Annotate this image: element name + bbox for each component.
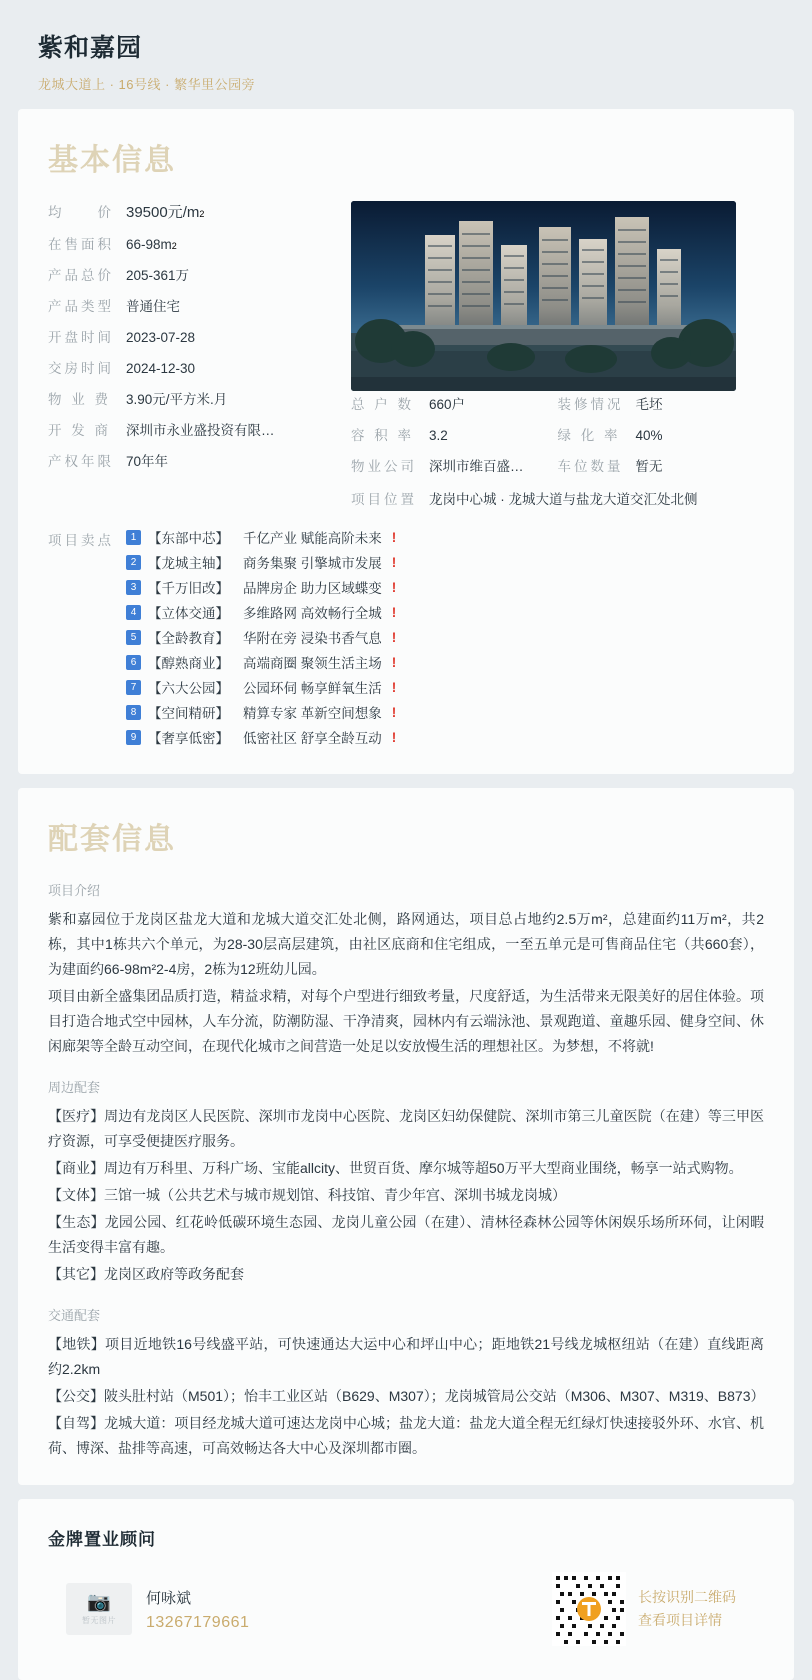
supporting-info-card: [18, 788, 794, 1485]
exclamation-icon: !: [391, 554, 397, 570]
info-value: 70年年: [126, 454, 169, 469]
info-key: 在售面积: [48, 237, 114, 252]
selling-point-tag: 【立体交通】: [148, 606, 229, 621]
info-row: [48, 233, 343, 253]
consultant-title: 金牌置业顾问: [48, 1530, 156, 1549]
info-key: 产品类型: [48, 299, 114, 314]
selling-points-list: [126, 527, 764, 752]
info-key: 车位数量: [557, 459, 624, 474]
traffic-label: 交通配套: [48, 1308, 101, 1323]
info-value: 暂无: [635, 459, 663, 474]
selling-point-tag: 【全龄教育】: [148, 631, 229, 646]
info-key: 开 发 商: [48, 423, 112, 438]
selling-point-text: 品牌房企 助力区域蝶变: [243, 581, 382, 596]
basic-info-title: 基本信息: [48, 144, 176, 177]
selling-point-number-icon: 7: [126, 680, 141, 695]
info-row: [48, 357, 343, 377]
info-value: 3.2: [429, 428, 448, 443]
info-key: 物业公司: [351, 459, 417, 474]
selling-point-tag: 【千万旧改】: [148, 581, 229, 596]
info-key: 开盘时间: [48, 330, 114, 345]
info-value: 龙岗中心城 · 龙城大道与盐龙大道交汇处北侧: [429, 492, 698, 507]
info-key: 均 价: [48, 205, 114, 220]
info-key: 项目位置: [351, 492, 417, 507]
info-key: 物 业 费: [48, 392, 112, 407]
paragraph: 【医疗】周边有龙岗区人民医院、深圳市龙岗中心医院、龙岗区妇幼保健院、深圳市第三儿童医院（在建）等三甲医疗资源，可享受便捷医疗服务。: [48, 1108, 764, 1149]
info-row: [48, 388, 343, 408]
info-key: 总 户 数: [351, 397, 415, 412]
info-key: 产权年限: [48, 454, 114, 469]
exclamation-icon: !: [391, 654, 397, 670]
info-value: 660户: [429, 397, 466, 412]
info-row: [48, 264, 343, 284]
selling-point-item: [126, 627, 764, 647]
page-header: [18, 14, 794, 109]
selling-point-number-icon: 2: [126, 555, 141, 570]
info-value: 2023-07-28: [126, 330, 196, 345]
selling-point-tag: 【龙城主轴】: [148, 556, 229, 571]
selling-point-text: 精算专家 革新空间想象: [243, 706, 382, 721]
selling-point-number-icon: 9: [126, 730, 141, 745]
page-subtitle: 龙城大道上 · 16号线 · 繁华里公园旁: [38, 77, 256, 92]
info-value: 66-98m: [126, 237, 172, 252]
info-cell: [351, 393, 558, 413]
info-cell: [351, 424, 558, 444]
info-key: 交房时间: [48, 361, 114, 376]
paragraph: 紫和嘉园位于龙岗区盐龙大道和龙城大道交汇处北侧，路网通达，项目总占地约2.5万m²，总建面约11万m²，共2栋，其中1栋共六个单元，为28-30层高层建筑，由社区底商和住宅组成，一至五单元是可售商品住宅（共660套），为建面约66-98m²2-4房，2栋为12班幼儿园。: [48, 911, 764, 977]
unit-superscript: 2: [199, 209, 205, 219]
info-cell-location: [351, 488, 764, 508]
consultant-info: [146, 1587, 249, 1632]
camera-icon: 📷: [87, 1591, 111, 1613]
avatar: [66, 1583, 132, 1635]
selling-point-text: 公园环伺 畅享鲜氧生活: [243, 681, 382, 696]
selling-point-text: 低密社区 舒享全龄互动: [243, 731, 382, 746]
paragraph: 【自驾】龙城大道：项目经龙城大道可速达龙岗中心城；盐龙大道：盐龙大道全程无红绿灯快速接驳外环、水官、机荷、博深、盐排等高速，可高效畅达各大中心及深圳都市圈。: [48, 1415, 764, 1456]
consultant-phone[interactable]: 13267179661: [146, 1613, 250, 1631]
info-key: 容 积 率: [351, 428, 415, 443]
selling-point-text: 多维路网 高效畅行全城: [243, 606, 382, 621]
exclamation-icon: !: [391, 604, 397, 620]
exclamation-icon: !: [391, 729, 397, 745]
info-key: 产品总价: [48, 268, 114, 283]
unit-superscript: 2: [171, 241, 177, 251]
info-row: [48, 201, 343, 222]
info-value: 普通住宅: [126, 299, 180, 314]
qr-caption-line1: 长按识别二维码: [638, 1589, 736, 1605]
selling-point-number-icon: 8: [126, 705, 141, 720]
paragraph: 【其它】龙岗区政府等政务配套: [48, 1266, 244, 1282]
exclamation-icon: !: [391, 529, 397, 545]
exclamation-icon: !: [391, 679, 397, 695]
around-label: 周边配套: [48, 1080, 101, 1095]
paragraph: 【商业】周边有万科里、万科广场、宝能allcity、世贸百货、摩尔城等超50万平大型商业围绕，畅享一站式购物。: [48, 1160, 743, 1176]
selling-point-text: 千亿产业 赋能高阶未来: [243, 531, 382, 546]
info-row: [48, 326, 343, 346]
selling-point-tag: 【东部中芯】: [148, 531, 229, 546]
info-value: 毛坯: [635, 397, 663, 412]
info-cell: [558, 455, 765, 475]
selling-point-tag: 【六大公园】: [148, 681, 229, 696]
info-key: 绿 化 率: [557, 428, 621, 443]
consultant-name: 何咏斌: [146, 1589, 192, 1607]
exclamation-icon: !: [391, 579, 397, 595]
selling-point-number-icon: 3: [126, 580, 141, 595]
paragraph: 【文体】三馆一城（公共艺术与城市规划馆、科技馆、青少年宫、深圳书城龙岗城）: [48, 1187, 566, 1203]
info-row: [48, 450, 343, 470]
info-value: 深圳市维百盛…: [429, 459, 524, 474]
selling-point-number-icon: 1: [126, 530, 141, 545]
qr-code-image[interactable]: [552, 1572, 626, 1646]
info-row: [48, 295, 343, 315]
basic-info-card: [18, 109, 794, 774]
qr-caption-line2: 查看项目详情: [638, 1612, 722, 1628]
basic-info-left-column: [48, 201, 343, 519]
page-title: 紫和嘉园: [38, 34, 143, 62]
basic-info-body: [48, 201, 764, 519]
info-value: 3.90元/平方米.月: [126, 392, 228, 407]
info-cell: [558, 393, 765, 413]
consultant-row: [48, 1572, 764, 1646]
selling-point-item: [126, 577, 764, 597]
traffic-paragraphs: [48, 1332, 764, 1461]
avatar-caption: 暂无图片: [82, 1615, 116, 1625]
selling-point-text: 商务集聚 引擎城市发展: [243, 556, 382, 571]
selling-point-item: [126, 727, 764, 747]
info-value: 39500元/m: [126, 204, 200, 221]
selling-point-item: [126, 602, 764, 622]
info-key: 装修情况: [557, 397, 624, 412]
info-value: 40%: [635, 428, 663, 443]
info-value: 205-361万: [126, 268, 190, 283]
paragraph: 【生态】龙园公园、红花岭低碳环境生态园、龙岗儿童公园（在建）、清林径森林公园等休闲娱乐场所环伺，让闲暇生活变得丰富有趣。: [48, 1214, 764, 1255]
info-value: 深圳市永业盛投资有限…: [126, 423, 275, 438]
info-value: 2024-12-30: [126, 361, 196, 376]
selling-point-tag: 【奢享低密】: [148, 731, 229, 746]
exclamation-icon: !: [391, 704, 397, 720]
exclamation-icon: !: [391, 629, 397, 645]
paragraph: 项目由新全盛集团品质打造，精益求精，对每个户型进行细致考量，尺度舒适，为生活带来无限美好的居住体验。项目打造合地式空中园林，人车分流，防潮防湿、干净清爽，园林内有云端泳池、景观跑道、童趣乐园、健身空间、休闲廊架等全龄互动空间，在现代化城市之间营造一处足以安放慢生活的理想社区。为梦想，不将就!: [48, 988, 764, 1054]
selling-point-text: 华附在旁 浸染书香气息: [243, 631, 382, 646]
around-paragraphs: [48, 1104, 764, 1287]
paragraph: 【公交】陂头肚村站（M501）；怡丰工业区站（B629、M307）；龙岗城管局公交站（M306、M307、M319、B873）: [48, 1388, 765, 1404]
qr-caption: [638, 1586, 736, 1632]
consultant-card: [18, 1499, 794, 1680]
basic-info-location-row: [351, 488, 764, 519]
selling-point-item: [126, 652, 764, 672]
project-photo: [351, 201, 736, 391]
qr-block[interactable]: [552, 1572, 736, 1646]
selling-point-text: 高端商圈 聚领生活主场: [243, 656, 382, 671]
info-row: [48, 419, 343, 439]
basic-info-right-grid: [351, 393, 764, 486]
selling-point-item: [126, 677, 764, 697]
selling-point-number-icon: 6: [126, 655, 141, 670]
intro-paragraphs: [48, 907, 764, 1059]
intro-label: 项目介绍: [48, 883, 101, 898]
selling-point-tag: 【醇熟商业】: [148, 656, 229, 671]
info-cell: [558, 424, 765, 444]
selling-point-item: [126, 527, 764, 547]
selling-point-number-icon: 4: [126, 605, 141, 620]
selling-point-number-icon: 5: [126, 630, 141, 645]
supporting-info-title: 配套信息: [48, 823, 176, 856]
basic-info-right-column: [343, 201, 764, 519]
selling-points-label: 项目卖点: [48, 533, 114, 548]
selling-point-tag: 【空间精研】: [148, 706, 229, 721]
selling-point-item: [126, 552, 764, 572]
selling-points-section: [48, 527, 764, 752]
selling-point-item: [126, 702, 764, 722]
info-cell: [351, 455, 558, 475]
paragraph: 【地铁】项目近地铁16号线盛平站，可快速通达大运中心和坪山中心；距地铁21号线龙城枢纽站（在建）直线距离约2.2km: [48, 1336, 764, 1377]
